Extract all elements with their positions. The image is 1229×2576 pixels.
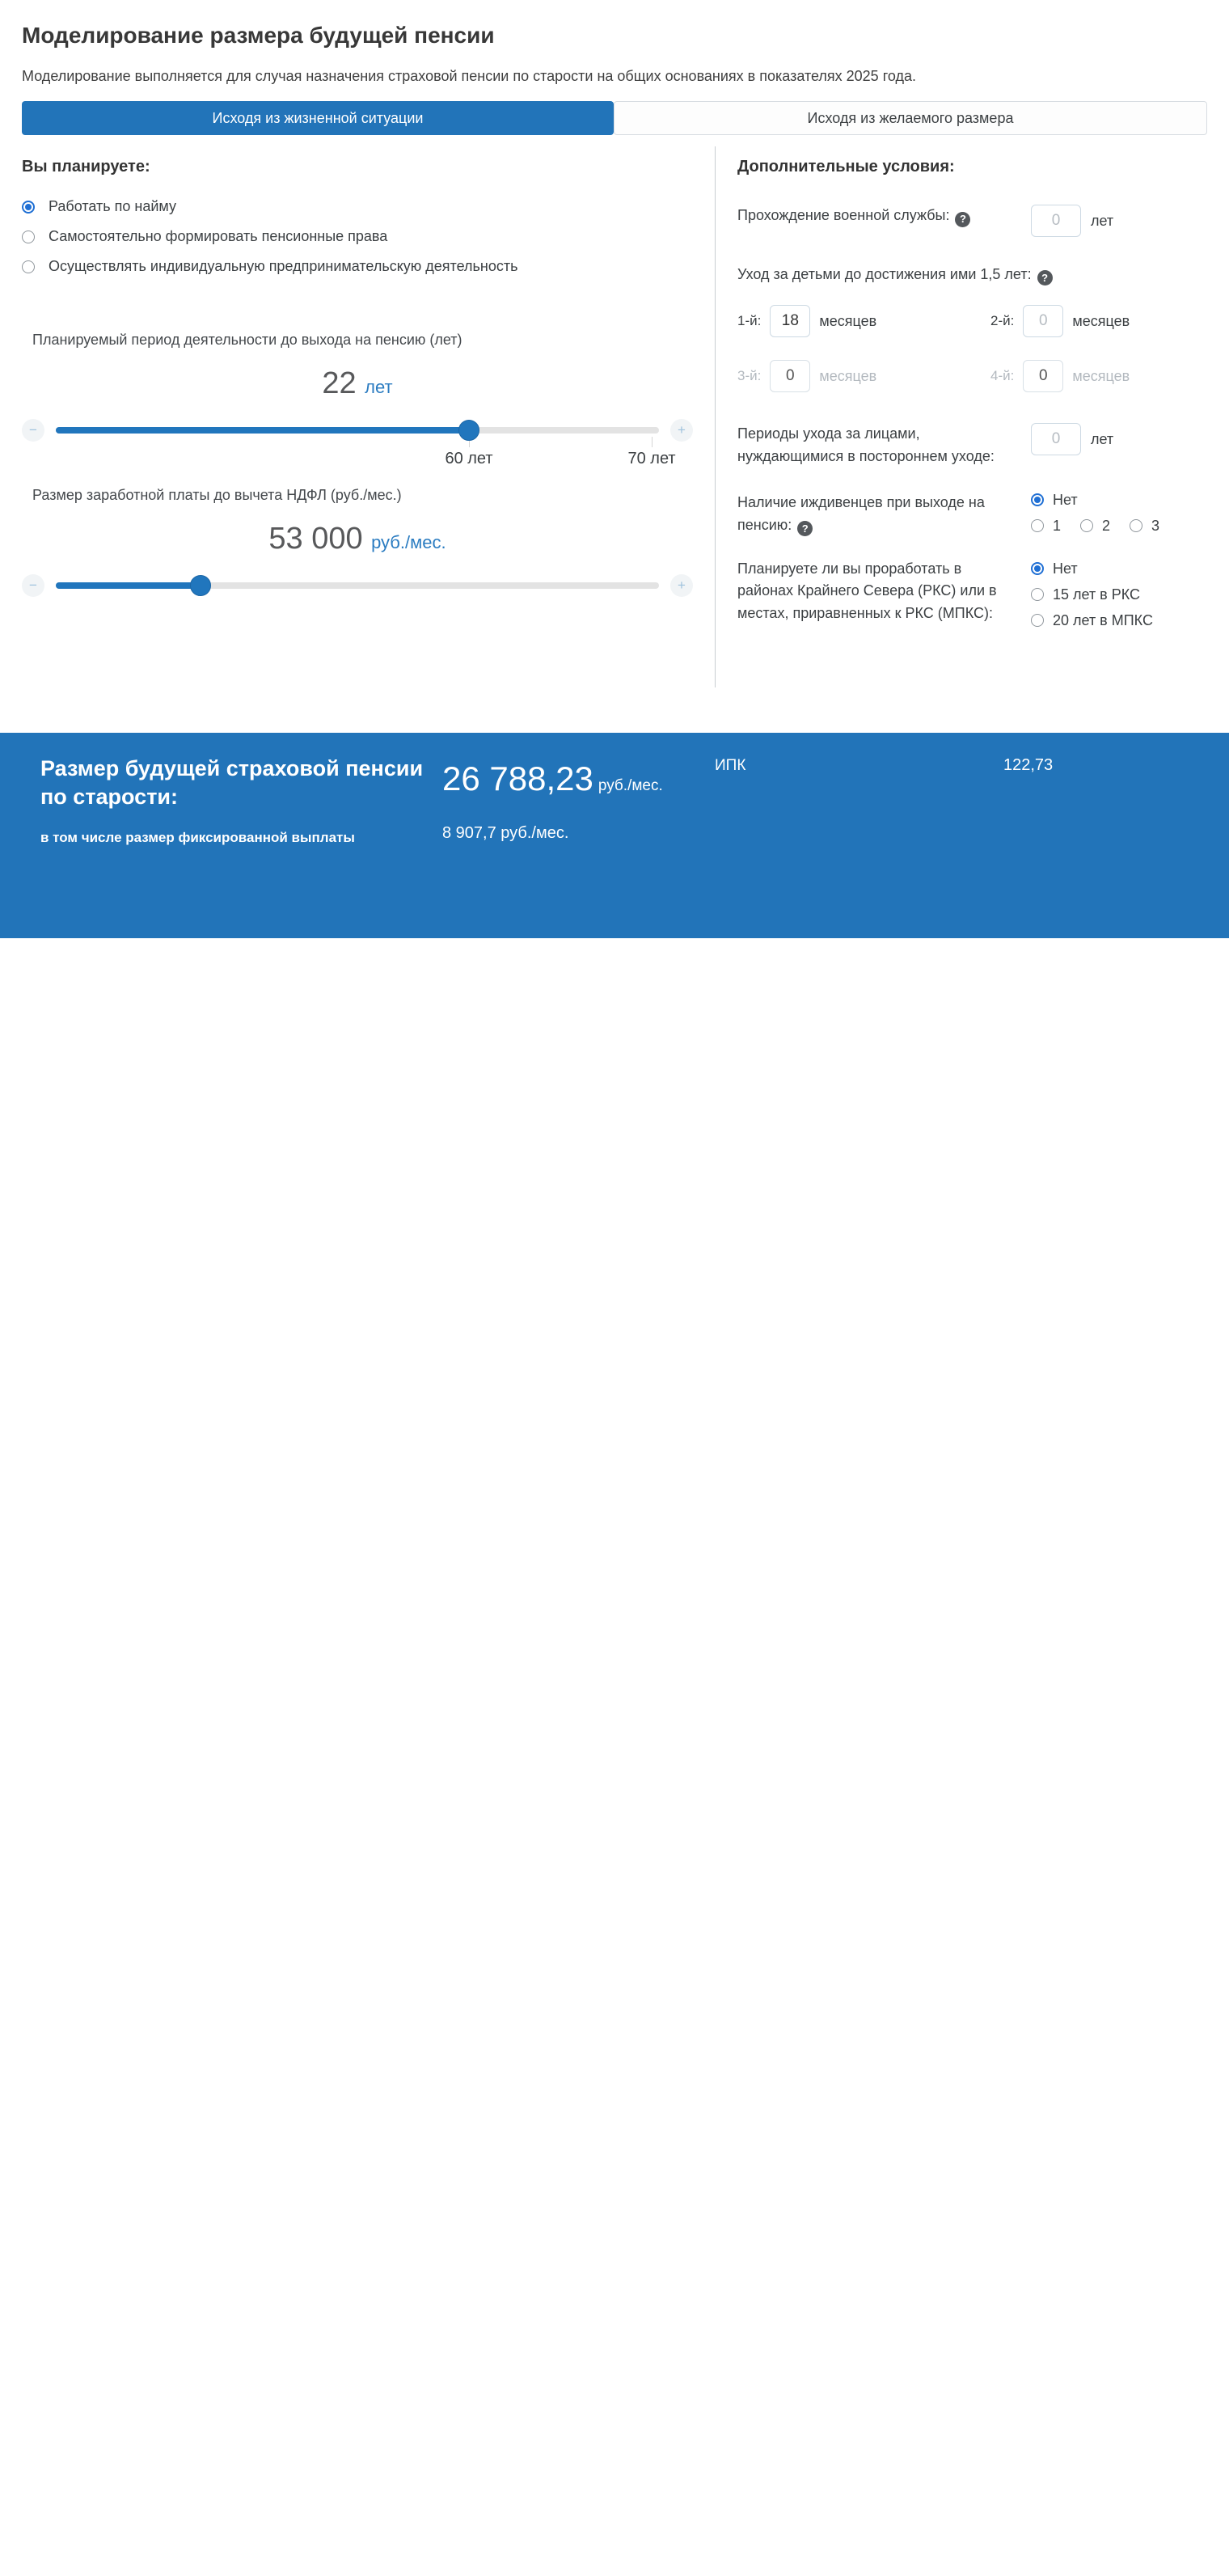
result-amount-block (442, 755, 715, 938)
salary-slider-track[interactable] (56, 582, 659, 589)
period-slider-label: Планируемый период деятельности до выхода на пенсию (лет) (32, 332, 462, 348)
child-4-row (990, 360, 1207, 392)
period-slider (22, 419, 693, 467)
radio-selected-icon[interactable] (22, 201, 35, 214)
north-option-none[interactable]: Нет (1031, 560, 1153, 577)
far-north-row (737, 558, 1207, 629)
tab-life-situation[interactable]: Исходя из жизненной ситуации (22, 101, 614, 135)
plus-icon[interactable]: + (670, 419, 693, 442)
military-years-input[interactable]: 0 (1031, 205, 1081, 237)
children-care-label: Уход за детьми до достижения ими 1,5 лет: ? (737, 266, 1207, 286)
salary-value-number: 53 000 (268, 522, 363, 556)
radio-icon[interactable] (22, 231, 35, 243)
child-4-label: 4-й: (990, 368, 1015, 383)
help-icon[interactable]: ? (1037, 270, 1053, 286)
radio-icon[interactable] (1130, 519, 1142, 532)
help-icon[interactable]: ? (955, 212, 970, 227)
tick-label-70: 70 лет (627, 450, 676, 467)
salary-slider (22, 574, 693, 597)
radio-icon[interactable] (1031, 614, 1044, 627)
plus-icon[interactable]: + (670, 574, 693, 597)
conditions-heading: Дополнительные условия: (737, 158, 955, 176)
salary-slider-label: Размер заработной платы до вычета НДФЛ (руб./мес.) (32, 487, 402, 503)
result-amount-number: 26 788,23 (442, 759, 593, 797)
dependents-count-options (1031, 518, 1159, 535)
result-panel (0, 733, 1229, 2023)
north-option-20-mpks[interactable]: 20 лет в МПКС (1031, 612, 1153, 629)
minus-icon[interactable]: − (22, 574, 44, 597)
dependents-row (737, 492, 1207, 537)
page-subtitle: Моделирование выполняется для случая назначения страховой пенсии по старости на общих основаниях в показателях 2025 года. (22, 68, 916, 84)
tick-70 (652, 437, 653, 447)
radio-selected-icon[interactable] (1031, 493, 1044, 506)
result-title-block (40, 755, 442, 938)
plan-option-employment[interactable] (22, 198, 693, 215)
child-1-label: 1-й: (737, 313, 762, 328)
minus-icon[interactable]: − (22, 419, 44, 442)
radio-selected-icon[interactable] (1031, 562, 1044, 575)
child-2-months-input[interactable]: 0 (1023, 305, 1063, 337)
care-periods-row (737, 423, 1207, 468)
result-fixed-amount: 8 907,7 руб./мес. (442, 824, 569, 842)
child-3-row (737, 360, 990, 392)
tick-label-60: 60 лет (445, 450, 493, 467)
period-slider-block (22, 332, 693, 467)
far-north-label: Планируете ли вы проработать в районах Крайнего Севера (РКС) или в местах, приравненных к РКС (МПКС): (737, 560, 997, 622)
detail-row-contributions: за уплату обязательных страховых взносов 2,305 в год (715, 1385, 1085, 1402)
child-3-unit: месяцев (819, 367, 877, 384)
radio-icon[interactable] (22, 260, 35, 273)
result-amount (442, 759, 715, 798)
period-slider-track[interactable] (56, 427, 676, 467)
dependents-option-1[interactable]: 1 (1031, 518, 1061, 535)
dependents-option-3[interactable]: 3 (1130, 518, 1159, 535)
child-4-unit: месяцев (1072, 367, 1130, 384)
result-amount-unit: руб./мес. (598, 777, 663, 794)
dependents-option-2[interactable]: 2 (1080, 518, 1110, 535)
result-details-block (715, 755, 1205, 2023)
help-icon[interactable]: ? (797, 521, 813, 536)
care-periods-label: Периоды ухода за лицами, нуждающимися в постороннем уходе: (737, 425, 995, 464)
detail-row-experience: Страховой стаж 39 лет (715, 1419, 1052, 1436)
dependents-options (1031, 492, 1159, 535)
plan-option-label: Осуществлять индивидуальную предпринимательскую деятельность (49, 258, 518, 274)
period-value-unit: лет (365, 377, 393, 397)
military-service-label: Прохождение военной службы: ? (737, 205, 1020, 227)
military-service-control (1031, 205, 1113, 237)
children-care-grid (737, 305, 1207, 392)
period-slider-fill (56, 427, 469, 434)
plan-option-self-form[interactable] (22, 228, 693, 245)
mode-tabs (22, 101, 1207, 135)
period-slider-value (22, 366, 693, 401)
plan-option-label: Самостоятельно формировать пенсионные права (49, 228, 388, 244)
child-2-unit: месяцев (1072, 312, 1130, 329)
detail-row-age: Возраст обращения за пенсией 60 лет (715, 2005, 1052, 2023)
period-slider-handle[interactable] (458, 420, 479, 441)
radio-icon[interactable] (1031, 519, 1044, 532)
child-1-row (737, 305, 990, 337)
detail-row-noninsurance: за нестраховые периоды 2,7 (715, 1357, 1026, 1375)
care-years-unit: лет (1091, 430, 1114, 447)
detail-row-ipk: ИПК 122,73 (715, 756, 1054, 774)
salary-slider-block (22, 487, 693, 597)
child-1-unit: месяцев (819, 312, 877, 329)
care-periods-control (1031, 423, 1113, 455)
child-1-months-input[interactable]: 18 (770, 305, 810, 337)
salary-slider-fill (56, 582, 201, 589)
result-fixed-label: в том числе размер фиксированной выплаты (40, 830, 355, 846)
pension-calculator-page (0, 23, 1229, 706)
military-service-row (737, 205, 1207, 237)
radio-icon[interactable] (1080, 519, 1093, 532)
child-3-months-input[interactable]: 0 (770, 360, 810, 392)
right-column (716, 135, 1207, 706)
salary-value-unit: руб./мес. (371, 532, 446, 552)
salary-slider-value (22, 522, 693, 556)
result-title: Размер будущей страховой пенсии по старости: (40, 756, 424, 810)
left-column (22, 135, 693, 706)
plan-heading: Вы планируете: (22, 158, 150, 176)
radio-icon[interactable] (1031, 588, 1044, 601)
far-north-options (1031, 558, 1153, 629)
child-2-label: 2-й: (990, 313, 1015, 328)
child-4-months-input[interactable]: 0 (1023, 360, 1063, 392)
page-title: Моделирование размера будущей пенсии (22, 23, 495, 48)
child-3-label: 3-й: (737, 368, 762, 383)
child-2-row (990, 305, 1207, 337)
north-option-15-rks[interactable]: 15 лет в РКС (1031, 586, 1153, 603)
period-value-number: 22 (322, 366, 357, 400)
plan-option-label: Работать по найму (49, 198, 176, 214)
plan-option-entrepreneur[interactable] (22, 258, 693, 275)
main-content (22, 135, 1207, 706)
tab-desired-size[interactable]: Исходя из желаемого размера (614, 101, 1207, 135)
dependents-label: Наличие иждивенцев при выходе на пенсию: ? (737, 492, 1004, 537)
salary-slider-handle[interactable] (190, 575, 211, 596)
dependents-option-none[interactable]: Нет (1031, 492, 1159, 509)
military-years-unit: лет (1091, 212, 1114, 229)
detail-row-including: в том числе: (715, 1335, 786, 1348)
care-years-input[interactable]: 0 (1031, 423, 1081, 455)
